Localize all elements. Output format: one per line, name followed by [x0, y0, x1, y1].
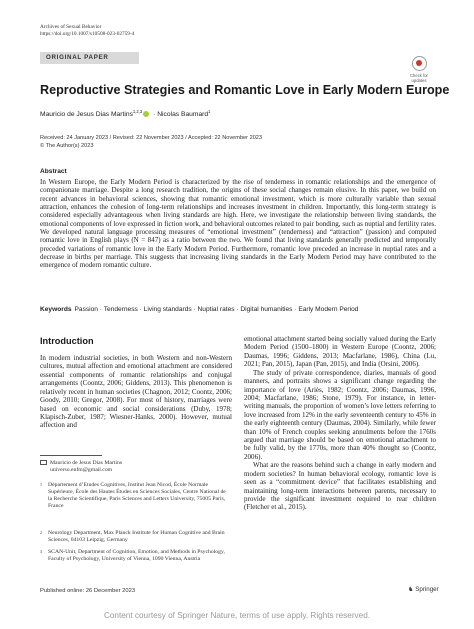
doi-link[interactable]: https://doi.org/10.1007/s10508-023-02759-4: [40, 31, 135, 37]
check-updates-icon: [412, 56, 427, 71]
affiliation-number: 3: [40, 549, 42, 554]
article-dates: [40, 134, 262, 150]
publisher-name: Springer: [415, 586, 439, 593]
paper-title: Reproductive Strategies and Romantic Love in Early Modern Europe: [40, 83, 450, 97]
author-affiliation-marks: 1,2,3: [132, 109, 143, 114]
journal-header: [40, 24, 134, 38]
author-affiliation-marks: 1: [208, 109, 211, 114]
body-paragraph: What are the reasons behind such a change in early modern and modern societies? In human behavioral ecology, romantic love is seen as a “commitment device” that facilitates establishing and maintaining long-term interactions between parents, necessary to provide the significant investment required to rear children (Fletcher et al., 2015).: [244, 461, 436, 512]
abstract-heading: Abstract: [40, 168, 67, 175]
body-paragraph: The study of private correspondence, diaries, manuals of good manners, and portraits shows a significant change regarding the importance of love (Ariès, 1982; Coontz, 2006; Daumas, 1996, 2004; Macfarlane, 1986; Stone, 1979). For instance, in letter-writing manuals, the proportion of women’s love letters referring to love increased from 12% in the early seventeenth century to 45% in the early eighteenth century (Daumas, 2004). Similarly, while fewer than 10% of French couples seeking annulments before the 1760s argued that marriage should be based on emotional attachment to be fully valid, by the 1770s, more than 40% thought so (Coontz, 2006).: [244, 368, 436, 461]
copyright: © The Author(s) 2023: [40, 143, 94, 149]
check-updates-label: Check for updates: [410, 73, 428, 83]
author-separator: ·: [153, 111, 156, 119]
published-online: Published online: 26 December 2023: [40, 588, 136, 594]
author-name[interactable]: Mauricio de Jesus Dias Martins: [40, 111, 133, 119]
article-type-banner: ORIGINAL PAPER: [40, 52, 139, 64]
affiliation-item: [40, 549, 236, 563]
affiliation-text: Département d’Etudes Cognitives, Institut Jean Nicod, École Normale Supérieure, École des Hautes Études en Sciences Sociales, Centre National de la Recherche Scientifique, Paris Sciences and Letters University, 75005 Paris, France: [48, 482, 226, 509]
affiliation-number: 1: [40, 482, 42, 487]
springer-horse-icon: ♞: [408, 586, 414, 593]
journal-name: Archives of Sexual Behavior: [40, 24, 102, 30]
keywords-label: Keywords: [40, 306, 72, 313]
corresponding-email[interactable]: universo.enfm@gmail.com: [50, 466, 113, 473]
affiliation-text: SCAN-Unit, Department of Cognition, Emotion, and Methods in Psychology, Faculty of Psychology, University of Vienna, 1090 Vienna, Austria: [48, 549, 225, 562]
body-paragraph: emotional attachment started being socially valued during the Early Modern Period (1500–1800) in Western Europe (Coontz, 2006; Daumas, 1996; Giddens, 2013; Macfarlane, 1986), China (Lu, 2021; Pan, 2015), Japan (Pan, 2015), and India (Orsini, 2006).: [244, 335, 436, 369]
affiliation-item: [40, 482, 236, 510]
check-for-updates-badge[interactable]: [401, 56, 437, 83]
keywords-list: Passion · Tenderness · Living standards · Nuptial rates · Digital humanities · Early Modern Period: [74, 306, 359, 313]
abstract-text: In Western Europe, the Early Modern Period is characterized by the rise of tenderness in romantic relationships and the emergence of companionate marriage. Despite a long research tradition, the origins of these social changes remain elusive. In this paper, we build on recent advances in behavioral sciences, showing that romantic emotional investment, which is more culturally variable than sexual attraction, enhances the cohesion of long-term relationships and increases investment in children. Importantly, this long-term strategy is considered especially advantageous when living standards are high. Here, we investigate the relationship between living standards, the emotional components of love expressed in fiction work, and behavioral outcomes related to pair bonding, such as nuptial and fertility rates. We developed natural language processing measures of “emotional investment” (tenderness) and “attraction” (passion) and computed romantic love in English plays (N = 847) as a ratio between the two. We found that living standards generally predicted and temporally preceded variations of romantic love in the Early Modern Period. Furthermore, romantic love preceded an increase in nuptial rates and a decrease in births per marriage. This suggests that increasing living standards in the Early Modern Period may have contributed to the emergence of modern romantic culture.: [40, 178, 436, 270]
author-name[interactable]: Nicolas Baumard: [157, 111, 209, 119]
page-footer-notice: Content courtesy of Springer Nature, terms of use apply. Rights reserved.: [103, 611, 371, 620]
keywords: [40, 306, 358, 313]
affiliation-item: [40, 530, 236, 544]
section-heading-introduction: Introduction: [40, 336, 94, 346]
affiliation-text: Neurology Department, Max Planck Institute for Human Cognitive and Brain Sciences, 04103 Leipzig, Germany: [48, 530, 225, 543]
affiliation-number: 2: [40, 530, 42, 535]
right-column: [244, 335, 436, 512]
correspondence-block: [40, 460, 236, 474]
intro-paragraph: In modern industrial societies, in both Western and non-Western cultures, mutual affection and emotional attachment are considered essential components of romantic relationships and conjugal arrangements (Coontz, 2006; Giddens, 2013). This phenomenon is relatively recent in human societies (Chagnon, 2012; Coontz, 2006; Goody, 2010; Gregor, 2008). For most of history, marriages were based on economic and social considerations (Duby, 1978; Klapisch-Zuber, 1987; Wiesner-Hanks, 2000). However, mutual affection and: [40, 354, 232, 430]
publisher-logo: [408, 586, 439, 593]
orcid-icon[interactable]: [143, 111, 149, 117]
history-dates: Received: 24 January 2023 / Revised: 22 November 2023 / Accepted: 22 November 2023: [40, 135, 263, 141]
corresponding-author: Mauricio de Jesus Dias Martins: [50, 460, 123, 466]
footnote-divider: [40, 455, 102, 456]
author-list: [40, 109, 210, 118]
envelope-icon: [40, 460, 47, 465]
